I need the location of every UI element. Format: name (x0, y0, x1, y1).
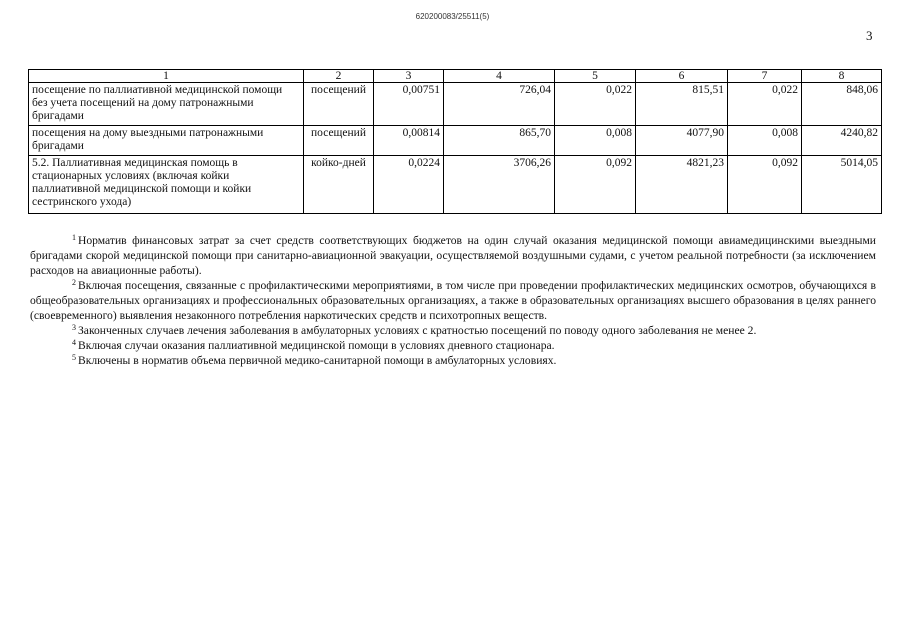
page-number: 3 (866, 28, 873, 43)
footnote-text: Норматив финансовых затрат за счет средств соответствующих бюджетов на один случай оказания медицинской помощи авиамедицинскими выездными бригадами скорой медицинской помощи при санитарно-авиационной эвакуации, осуществляемой воздушными судами, с учетом реальной потребности (за исключением расходов на авиационные работы). (30, 234, 876, 277)
value-cell: 0,092 (728, 156, 802, 214)
value-cell: 0,008 (555, 126, 636, 156)
value-cell: 0,00814 (374, 126, 444, 156)
standards-table (28, 69, 882, 214)
column-number: 1 (29, 70, 304, 83)
row-name-cell: посещения на дому выездными патронажными бригадами (29, 126, 304, 156)
unit-cell: посещений (304, 126, 374, 156)
footnote (30, 278, 876, 323)
footnotes (30, 233, 876, 368)
table-row (29, 156, 882, 214)
footnote-mark: 2 (72, 278, 76, 287)
table-row (29, 83, 882, 126)
table-row (29, 126, 882, 156)
footnote-text: Включая случаи оказания паллиативной медицинской помощи в условиях дневного стационара. (78, 339, 555, 352)
value-cell: 848,06 (802, 83, 882, 126)
value-cell: 0,008 (728, 126, 802, 156)
column-number: 2 (304, 70, 374, 83)
column-number: 5 (555, 70, 636, 83)
value-cell: 0,022 (728, 83, 802, 126)
column-number: 8 (802, 70, 882, 83)
footnote (30, 233, 876, 278)
value-cell: 3706,26 (444, 156, 555, 214)
footnote-text: Законченных случаев лечения заболевания в амбулаторных условиях с кратностью посещений по поводу одного заболевания не менее 2. (78, 324, 757, 337)
column-number: 6 (636, 70, 728, 83)
footnote-mark: 5 (72, 353, 76, 362)
value-cell: 4240,82 (802, 126, 882, 156)
value-cell: 4821,23 (636, 156, 728, 214)
column-number: 4 (444, 70, 555, 83)
value-cell: 5014,05 (802, 156, 882, 214)
row-name-cell: посещение по паллиативной медицинской помощи без учета посещений на дому патронажными бригадами (29, 83, 304, 126)
value-cell: 0,0224 (374, 156, 444, 214)
footnote-text: Включая посещения, связанные с профилактическими мероприятиями, в том числе при проведении профилактических медицинских осмотров, обучающихся в общеобразовательных организациях и профессиональных образовательных организациях, а также в образовательных организациях высшего образования в целях раннего (своевременного) выявления незаконного потребления наркотических средств и психотропных веществ. (30, 279, 876, 322)
footnote-mark: 4 (72, 338, 76, 347)
column-number: 7 (728, 70, 802, 83)
column-number-row (29, 70, 882, 83)
unit-cell: койко-дней (304, 156, 374, 214)
value-cell: 0,022 (555, 83, 636, 126)
value-cell: 726,04 (444, 83, 555, 126)
column-number: 3 (374, 70, 444, 83)
unit-cell: посещений (304, 83, 374, 126)
value-cell: 0,092 (555, 156, 636, 214)
value-cell: 815,51 (636, 83, 728, 126)
footnote (30, 353, 876, 368)
footnote-text: Включены в норматив объема первичной медико-санитарной помощи в амбулаторных условиях. (78, 354, 557, 367)
row-name-cell: 5.2. Паллиативная медицинская помощь в стационарных условиях (включая койки паллиативной медицинской помощи и койки сестринского ухода) (29, 156, 304, 214)
value-cell: 865,70 (444, 126, 555, 156)
value-cell: 0,00751 (374, 83, 444, 126)
footnote (30, 338, 876, 353)
document-id: 620200083/25511(5) (415, 12, 490, 21)
footnote (30, 323, 876, 338)
value-cell: 4077,90 (636, 126, 728, 156)
footnote-mark: 3 (72, 323, 76, 332)
footnote-mark: 1 (72, 233, 76, 242)
